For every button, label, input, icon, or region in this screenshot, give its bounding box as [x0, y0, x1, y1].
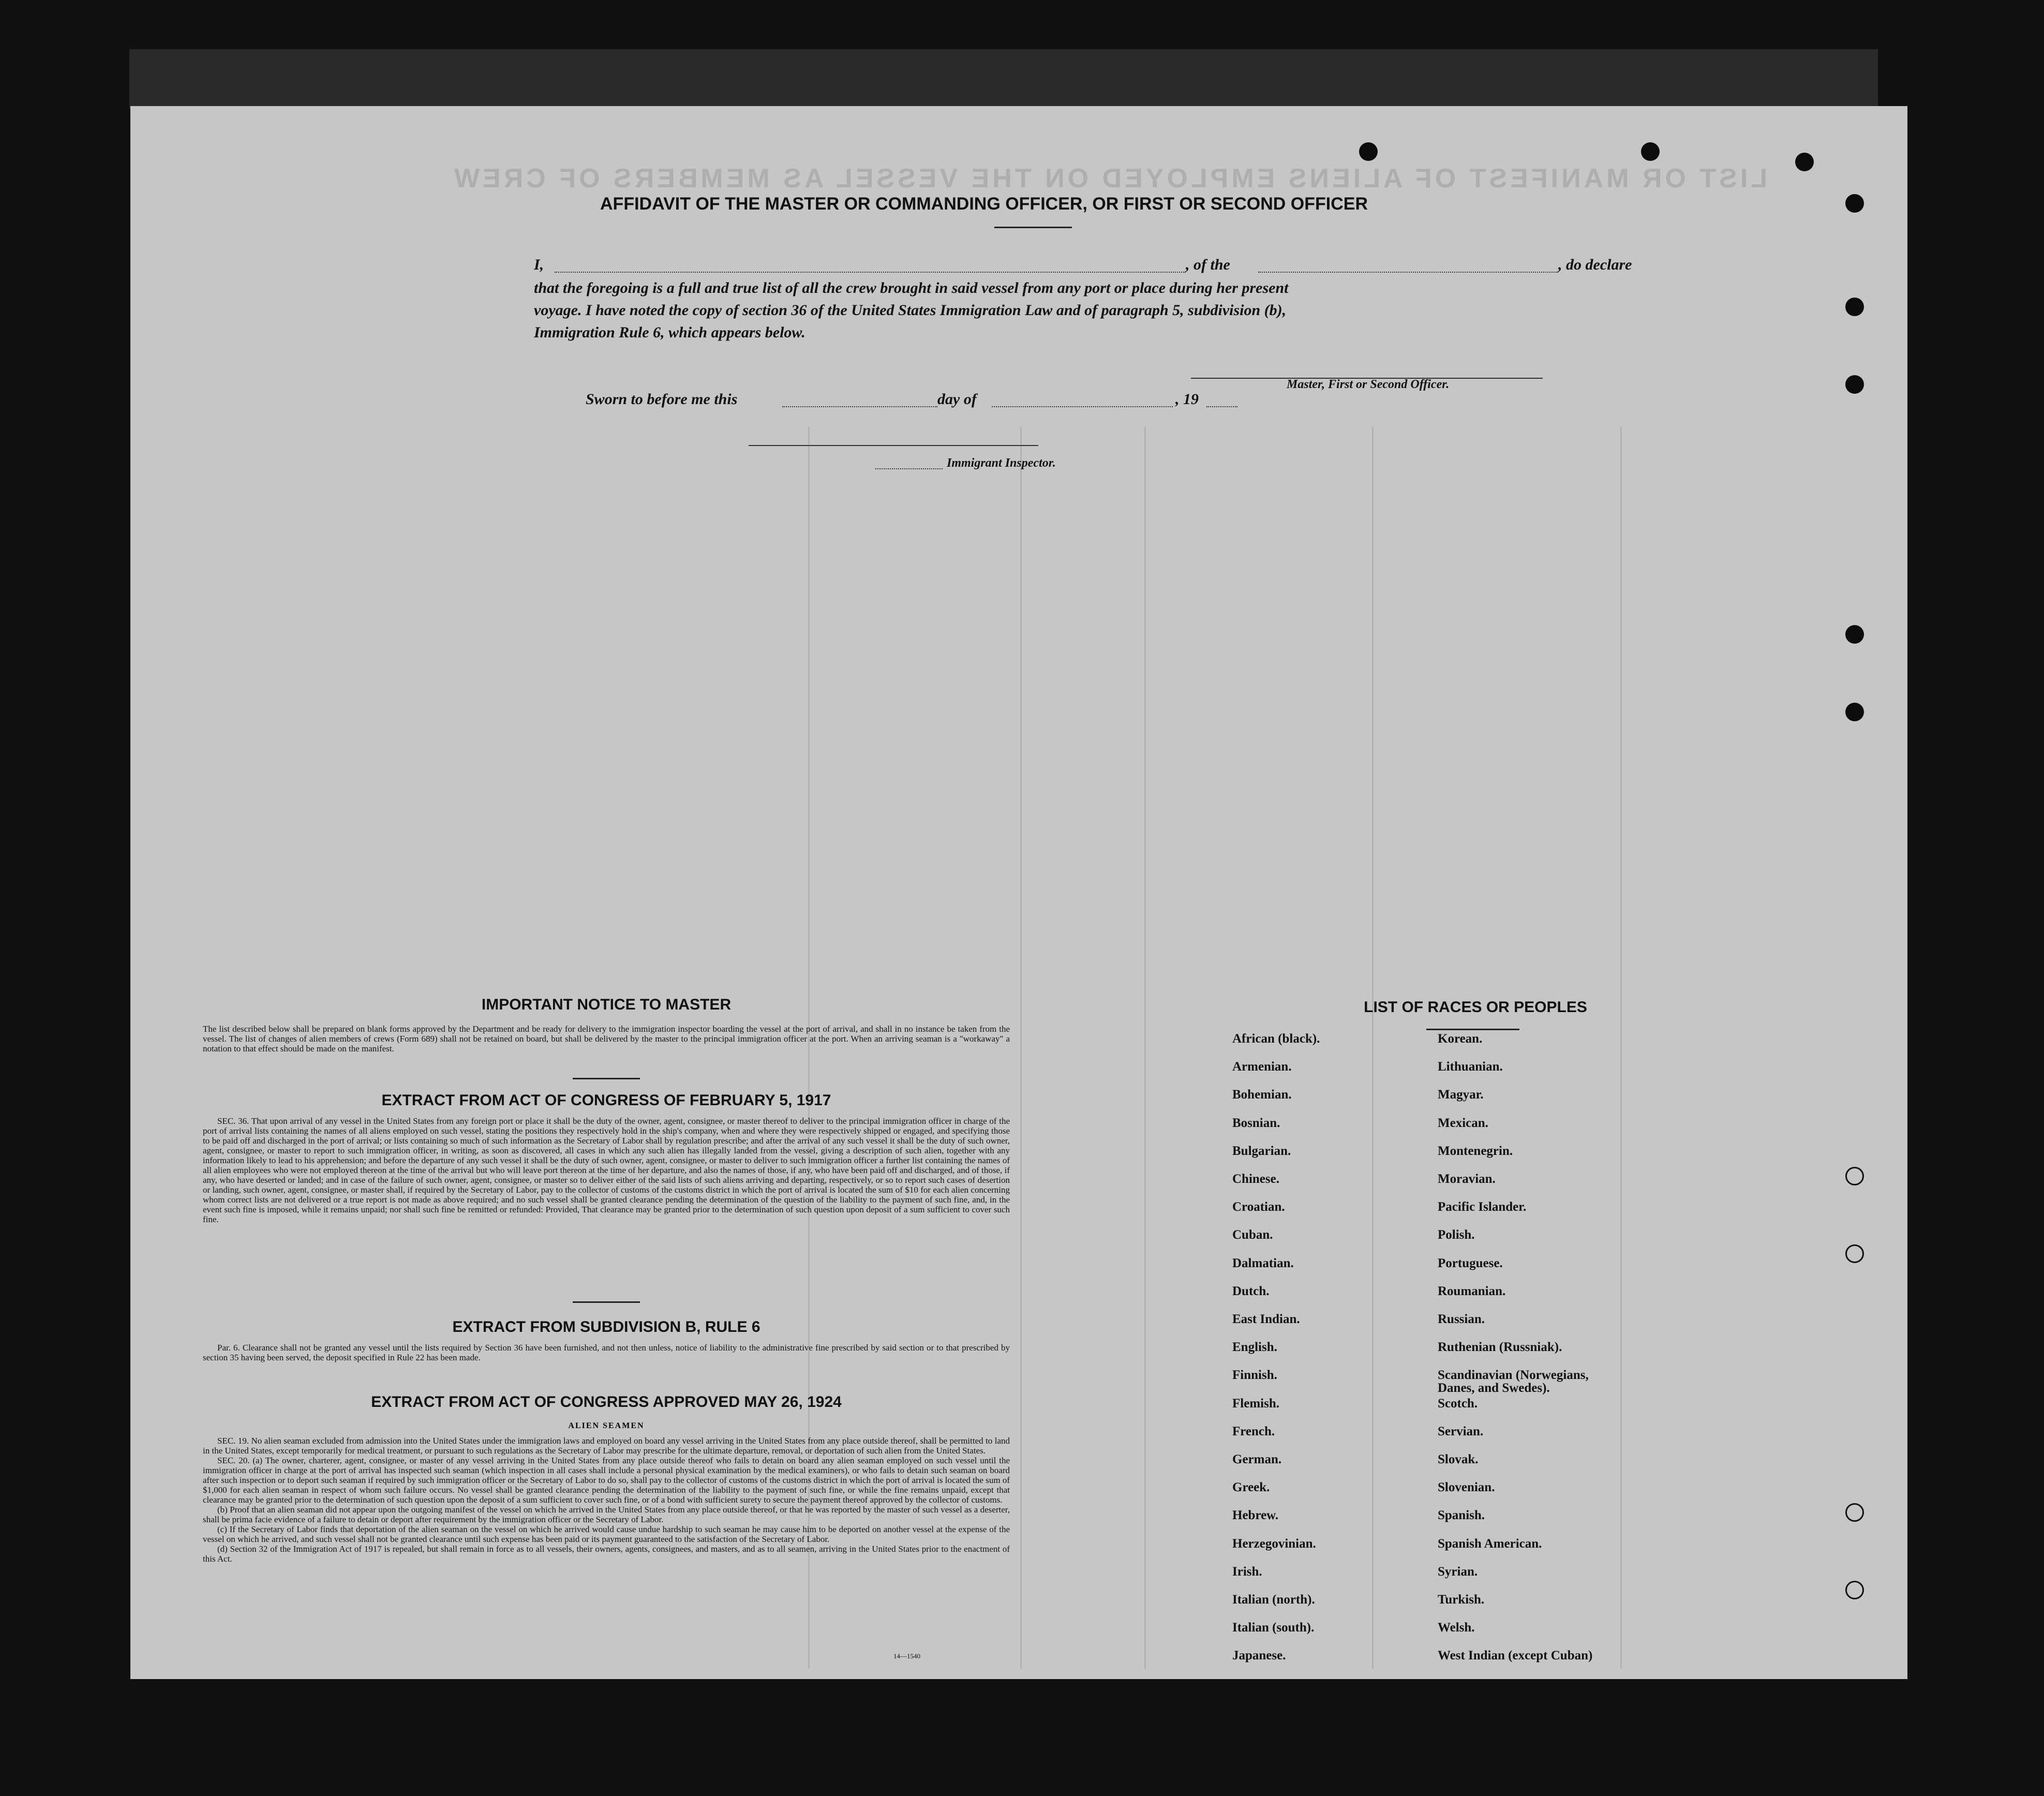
inspector-dotted-line [875, 468, 943, 469]
race-item-right-10: Russian. [1438, 1312, 1485, 1326]
binder-hole [1845, 1581, 1864, 1599]
title-rule [994, 227, 1072, 228]
bleed-through-rule [1144, 427, 1146, 1669]
race-item-left-2: Bohemian. [1232, 1088, 1292, 1102]
sec-36-paragraph: SEC. 36. That upon arrival of any vessel in the United States from any foreign port or place it shall be the duty of the owner, agent, consignee, or master thereof to deliver to the principal immigration officer in charge of the port of arrival lists containing the names of all aliens employed on such vessel, stating the positions they respectively hold in the ship's company, when and where they were respectively shipped or engaged, and specifying those to be paid off and discharged in the port of arrival; or lists containing so much of such information as the Secretary of Labor shall by regulation prescribe; and after the arrival of any such vessel it shall be the duty of such owner, agent, consignee, or master to report to such immigration officer, in writing, as soon as discovered, all cases in which any such alien has illegally landed from the vessel, giving a description of such alien, together with any information likely to lead to his apprehension; and before the departure of any such vessel it shall be the duty of such owner, agent, consignee, or master to deliver to such immigration officer a further list containing the names of all alien employees who were not employed thereon at the time of the arrival but who will leave port thereon at the time of her departure, and also the names of those, if any, who have been paid off and discharged, and of those, if any, who have deserted or landed; and in case of the failure of such owner, agent, consignee, or master so to deliver either of the said lists of such aliens arriving and departing, respectively, or so to report such cases of desertion or landing, such owner, agent, consignee, or master shall, if required by the Secretary of Labor, pay to the collector of customs of the customs district in which the port of arrival is located the sum of $10 for each alien concerning whom correct lists are not delivered or a true report is not made as above required; and no such vessel shall be granted clearance pending the determination of the question of the liability to the payment of such fine, and, in the event such fine is imposed, while it remains unpaid; nor shall such fine be remitted or refunded: Provided, That clearance may be granted prior to the determination of such question upon deposit of a sum sufficient to cover such fine. [203, 1116, 1010, 1224]
race-item-left-10: East Indian. [1232, 1312, 1300, 1326]
race-item-left-16: Greek. [1232, 1480, 1270, 1495]
extract-1917-text [203, 1116, 1010, 1224]
sec-20d-paragraph: (d) Section 32 of the Immigration Act of 1917 is repealed, but shall remain in force as to all vessels, their owners, agents, consignees, and masters, and as to all seamen, arriving in the United States prior to the enactment of this Act. [203, 1544, 1010, 1564]
sworn-month-blank [992, 406, 1173, 407]
race-item-right-21: Welsh. [1438, 1621, 1475, 1635]
inspector-label: Immigrant Inspector. [947, 456, 1056, 470]
affidavit-of-the: , of the [1186, 256, 1230, 273]
race-item-left-17: Hebrew. [1232, 1508, 1279, 1523]
race-item-left-7: Cuban. [1232, 1228, 1273, 1242]
extract-1924-title: EXTRACT FROM ACT OF CONGRESS APPROVED MAY 26, 1924 [371, 1393, 842, 1411]
notice-title: IMPORTANT NOTICE TO MASTER [481, 996, 732, 1013]
race-item-right-3: Mexican. [1438, 1116, 1488, 1130]
extract-1917-title: EXTRACT FROM ACT OF CONGRESS OF FEBRUARY 5, 1917 [381, 1092, 831, 1109]
binder-hole [1795, 153, 1814, 171]
race-item-right-5: Moravian. [1438, 1172, 1496, 1186]
binder-hole [1845, 1244, 1864, 1263]
bleed-through-rule [1372, 427, 1374, 1669]
master-name-blank [555, 272, 1186, 273]
race-item-right-16: Slovenian. [1438, 1480, 1495, 1495]
race-item-left-12: Finnish. [1232, 1368, 1277, 1383]
affidavit-declare: , do declare [1558, 256, 1632, 273]
par-6-paragraph: Par. 6. Clearance shall not be granted any vessel until the lists required by Section 36 have been furnished, and not then unless, notice of liability to the administrative fine prescribed by said section or to that prescribed by section 35 having been served, the deposit specified in Rule 22 has been made. [203, 1343, 1010, 1362]
affidavit-line-4: Immigration Rule 6, which appears below. [534, 324, 805, 341]
race-item-left-18: Herzegovinian. [1232, 1536, 1316, 1551]
sworn-text: Sworn to before me this [586, 391, 738, 408]
manifest-page [130, 106, 1907, 1679]
binder-hole [1845, 703, 1864, 721]
race-item-left-4: Bulgarian. [1232, 1144, 1291, 1158]
race-item-right-2: Magyar. [1438, 1088, 1484, 1102]
race-item-right-1: Lithuanian. [1438, 1060, 1503, 1074]
sec-20b-paragraph: (b) Proof that an alien seaman did not appear upon the outgoing manifest of the vessel on which he arrived in the United States from any place outside thereof, or that he was reported by the master of such vessel as a deserter, shall be prima facie evidence of a failure to detain or deport after requirement by the immigration officer or the Secretary of Labor. [203, 1505, 1010, 1524]
race-item-left-15: German. [1232, 1452, 1282, 1466]
races-title: LIST OF RACES OR PEOPLES [1364, 999, 1587, 1016]
affidavit-title: AFFIDAVIT OF THE MASTER OR COMMANDING OFFICER, OR FIRST OR SECOND OFFICER [600, 194, 1368, 214]
race-item-right-15: Slovak. [1438, 1452, 1479, 1466]
sworn-day-blank [782, 406, 937, 407]
race-item-right-20: Turkish. [1438, 1593, 1485, 1607]
sworn-year-blank [1206, 406, 1237, 407]
inspector-signature-line [749, 445, 1038, 446]
race-item-left-0: African (black). [1232, 1032, 1320, 1046]
race-item-left-11: English. [1232, 1340, 1277, 1355]
affidavit-line-2: that the foregoing is a full and true list of all the crew brought in said vessel from any port or place during her present [534, 279, 1289, 296]
alien-seamen-subtitle: ALIEN SEAMEN [568, 1421, 645, 1430]
binder-hole [1845, 1167, 1864, 1185]
extract-rule6-title: EXTRACT FROM SUBDIVISION B, RULE 6 [452, 1318, 760, 1335]
race-item-right-8: Portuguese. [1438, 1256, 1503, 1270]
races-rule [1426, 1029, 1519, 1030]
race-item-right-12: Scandinavian (Norwegians, Danes, and Swedes). [1438, 1368, 1589, 1396]
sec-20c-paragraph: (c) If the Secretary of Labor finds that deportation of the alien seaman on the vessel on which he arrived would cause undue hardship to such seaman he may cause him to be deported on another vessel at the expense of the vessel on which he arrived, and such vessel shall not be granted clearance until such expense has been paid or its payment guaranteed to the satisfaction of the Secretary of Labor. [203, 1524, 1010, 1544]
extract-1924-text [203, 1436, 1010, 1564]
race-item-right-0: Korean. [1438, 1032, 1483, 1046]
race-item-left-8: Dalmatian. [1232, 1256, 1294, 1270]
form-number: 14—1540 [893, 1652, 920, 1660]
extract-1917-rule [573, 1301, 640, 1303]
race-item-right-14: Servian. [1438, 1424, 1484, 1438]
binder-hole [1641, 142, 1660, 161]
race-item-left-1: Armenian. [1232, 1060, 1292, 1074]
master-signature-label: Master, First or Second Officer. [1287, 378, 1450, 391]
race-item-right-9: Roumanian. [1438, 1284, 1506, 1298]
bleed-through-rule [1020, 427, 1022, 1669]
race-item-right-19: Syrian. [1438, 1564, 1478, 1579]
year-prefix: , 19 [1175, 391, 1199, 408]
race-item-left-19: Irish. [1232, 1564, 1262, 1579]
notice-rule [573, 1078, 640, 1079]
affidavit-i: I, [534, 256, 544, 273]
reverse-sheet-edge [129, 49, 1878, 109]
race-item-left-3: Bosnian. [1232, 1116, 1280, 1130]
vessel-name-blank [1258, 272, 1558, 273]
race-item-right-18: Spanish American. [1438, 1536, 1542, 1551]
race-item-right-17: Spanish. [1438, 1508, 1485, 1523]
sec-19-paragraph: SEC. 19. No alien seaman excluded from admission into the United States under the immigration laws and employed on board any vessel arriving in the United States from any place outside thereof, shall be permitted to land in the United States, except temporarily for medical treatment, or pursuant to such regulations as the Secretary of Labor may prescribe for the ultimate departure, removal, or deportation of such alien from the United States. [203, 1436, 1010, 1456]
race-item-right-7: Polish. [1438, 1228, 1475, 1242]
race-item-right-4: Montenegrin. [1438, 1144, 1513, 1158]
binder-hole [1359, 142, 1378, 161]
affidavit-line-3: voyage. I have noted the copy of section 36 of the United States Immigration Law and of paragraph 5, subdivision (b), [534, 302, 1287, 319]
race-item-left-9: Dutch. [1232, 1284, 1270, 1298]
binder-hole [1845, 1503, 1864, 1522]
binder-hole [1845, 298, 1864, 316]
race-item-left-14: French. [1232, 1424, 1275, 1438]
race-item-left-22: Japanese. [1232, 1649, 1286, 1663]
day-of-text: day of [937, 391, 977, 408]
binder-hole [1845, 375, 1864, 394]
race-item-left-21: Italian (south). [1232, 1621, 1315, 1635]
extract-rule6-text [203, 1343, 1010, 1362]
notice-text: The list described below shall be prepared on blank forms approved by the Department and be ready for delivery to the immigration inspector boarding the vessel at the port of arrival, and shall in no instance be taken from the vessel. The list of changes of alien members of crews (Form 689) shall not be retained on board, but shall be delivered by the master to the principal immigration officer at the port. When an arriving seaman is a "workaway" a notation to that effect should be made on the manifest. [203, 1024, 1010, 1053]
race-item-left-5: Chinese. [1232, 1172, 1279, 1186]
race-item-left-20: Italian (north). [1232, 1593, 1315, 1607]
bleed-through-heading: LIST OR MANIFEST OF ALIENS EMPLOYED ON THE VESSEL AS MEMBERS OF CREW [451, 164, 1767, 194]
race-item-right-11: Ruthenian (Russniak). [1438, 1340, 1562, 1355]
race-item-left-6: Croatian. [1232, 1200, 1285, 1214]
race-item-right-13: Scotch. [1438, 1396, 1478, 1411]
binder-hole [1845, 194, 1864, 213]
race-item-right-6: Pacific Islander. [1438, 1200, 1527, 1214]
binder-hole [1845, 625, 1864, 644]
bleed-through-rule [1620, 427, 1622, 1669]
race-item-right-22: West Indian (except Cuban) [1438, 1649, 1593, 1663]
race-item-left-13: Flemish. [1232, 1396, 1279, 1411]
sec-20a-paragraph: SEC. 20. (a) The owner, charterer, agent, consignee, or master of any vessel arriving in the United States from any place outside thereof who fails to detain on board any alien seaman employed on such vessel until the immigration officer in charge at the port of arrival has inspected such seaman (which inspection in all cases shall include a personal physical examination by the medical examiners), or who fails to detain such seaman on board after such inspection or to deport such seaman if required by such immigration officer or the Secretary of Labor to do so, shall pay to the collector of customs of the customs district in which the port of arrival is located the sum of $1,000 for each alien seaman in respect of whom such failure occurs. No vessel shall be granted clearance pending the determination of the liability to the payment of such fine, or while the fine remains unpaid, except that clearance may be granted prior to the determination of such question upon the deposit of a sum sufficient to cover such fine, or of a bond with sufficient surety to secure the payment thereof approved by the collector of customs. [203, 1456, 1010, 1505]
